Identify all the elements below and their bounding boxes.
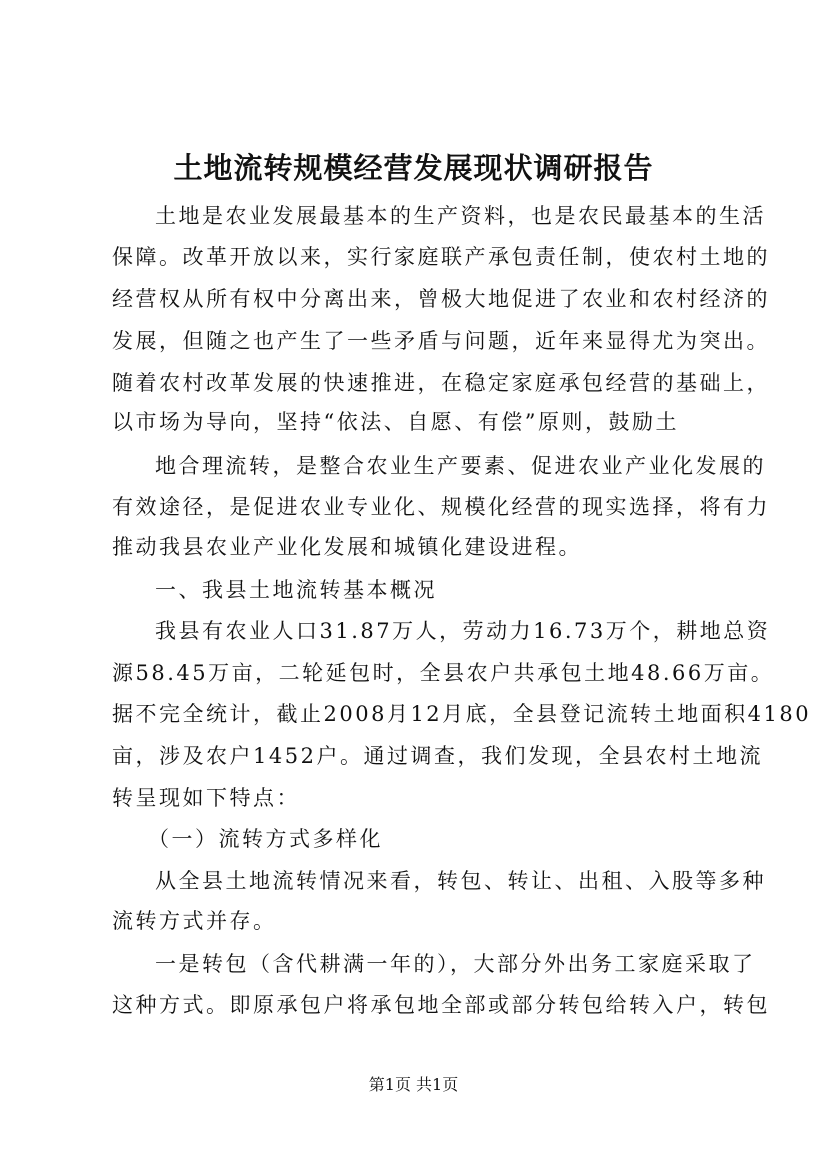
paragraph-line: 源58.45万亩，二轮延包时，全县农户共承包土地48.66万亩。	[112, 661, 775, 685]
paragraph-line: 随着农村改革发展的快速推进，在稳定家庭承包经营的基础上，	[112, 371, 770, 395]
paragraph-line: 土地是农业发展最基本的生产资料，也是农民最基本的生活	[155, 204, 766, 228]
paragraph-line: 经营权从所有权中分离出来，曾极大地促进了农业和农村经济的	[112, 287, 770, 311]
paragraph-line: 发展，但随之也产生了一些矛盾与问题，近年来显得尤为突出。	[112, 329, 770, 353]
page-footer: 第1页 共1页	[368, 1075, 459, 1094]
subsection-heading: （一）流转方式多样化	[148, 827, 383, 851]
paragraph-line: 亩，涉及农户1452户。通过调查，我们发现，全县农村土地流	[112, 744, 763, 768]
paragraph-line: 有效途径，是促进农业专业化、规模化经营的现实选择，将有力	[112, 495, 770, 519]
paragraph-line: 地合理流转，是整合农业生产要素、促进农业产业化发展的	[155, 454, 766, 478]
paragraph-line: 我县有农业人口31.87万人，劳动力16.73万个，耕地总资	[155, 619, 771, 643]
paragraph-line: 保障。改革开放以来，实行家庭联产承包责任制，使农村土地的	[112, 245, 770, 269]
paragraph-line: 这种方式。即原承包户将承包地全部或部分转包给转入户，转包	[112, 993, 770, 1017]
paragraph-line: 以市场为导向，坚持“依法、自愿、有偿”原则，鼓励土	[112, 410, 679, 434]
paragraph-line: 一是转包（含代耕满一年的），大部分外出务工家庭采取了	[155, 952, 756, 976]
paragraph-line: 转呈现如下特点：	[112, 786, 300, 810]
paragraph-line: 流转方式并存。	[112, 909, 277, 933]
paragraph-line: 从全县土地流转情况来看，转包、转让、出租、入股等多种	[155, 869, 766, 893]
section-heading: 一、我县土地流转基本概况	[155, 578, 437, 602]
document-title: 土地流转规模经营发展现状调研报告	[173, 151, 654, 185]
paragraph-line: 据不完全统计，截止2008月12月底，全县登记流转土地面积4180	[112, 702, 812, 726]
paragraph-line: 推动我县农业产业化发展和城镇化建设进程。	[112, 535, 582, 559]
